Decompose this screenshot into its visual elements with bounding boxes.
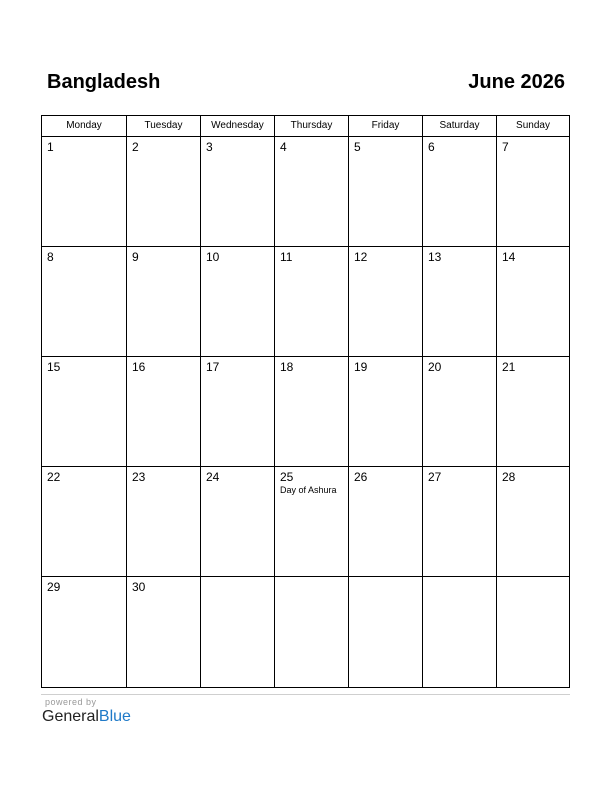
generalblue-logo[interactable] (42, 708, 131, 726)
week-row (42, 137, 569, 247)
empty-day-cell (349, 577, 423, 687)
weekday-header-friday: Friday (349, 116, 423, 136)
day-cell (42, 577, 127, 687)
day-number: 5 (354, 140, 361, 154)
day-cell (497, 247, 569, 356)
weekday-header-row (42, 116, 569, 137)
weekday-header-sunday: Sunday (516, 120, 550, 131)
day-cell (349, 137, 423, 246)
day-number: 2 (132, 140, 139, 154)
day-cell (42, 467, 127, 576)
day-number: 29 (47, 580, 61, 594)
day-cell (201, 357, 275, 466)
day-number: 20 (428, 360, 442, 374)
holiday-label: Day of Ashura (280, 485, 337, 495)
day-number: 4 (280, 140, 287, 154)
weekday-header-wednesday: Wednesday (201, 116, 275, 136)
day-number: 10 (206, 250, 220, 264)
day-number: 18 (280, 360, 294, 374)
weekday-header-monday: Monday (42, 116, 127, 136)
brand-blue-text: Blue (98, 708, 131, 725)
day-cell (275, 467, 349, 576)
day-cell (42, 357, 127, 466)
day-cell (423, 137, 497, 246)
day-cell (42, 247, 127, 356)
day-number: 6 (428, 140, 435, 154)
day-number: 13 (428, 250, 442, 264)
day-cell (127, 467, 201, 576)
day-number: 28 (502, 470, 516, 484)
day-number: 7 (502, 140, 509, 154)
day-number: 23 (132, 470, 146, 484)
day-number: 1 (47, 140, 54, 154)
country-title: Bangladesh (47, 71, 161, 93)
day-cell (42, 137, 127, 246)
day-cell (201, 467, 275, 576)
day-cell (423, 357, 497, 466)
day-cell (423, 467, 497, 576)
day-number: 17 (206, 360, 220, 374)
calendar-grid (41, 115, 570, 688)
day-cell (423, 247, 497, 356)
empty-day-cell (201, 577, 275, 687)
day-cell (497, 467, 569, 576)
week-row (42, 357, 569, 467)
month-title: June 2026 (468, 71, 565, 93)
day-cell (201, 247, 275, 356)
day-number: 27 (428, 470, 442, 484)
footer-divider (41, 694, 570, 695)
weekday-header-thursday: Thursday (275, 116, 349, 136)
day-cell (127, 137, 201, 246)
day-cell (497, 137, 569, 246)
day-number: 12 (354, 250, 368, 264)
day-number: 11 (280, 250, 293, 264)
empty-day-cell (275, 577, 349, 687)
day-number: 3 (206, 140, 213, 154)
day-cell (275, 137, 349, 246)
weekday-header-saturday: Saturday (423, 116, 497, 136)
day-cell (349, 467, 423, 576)
day-number: 22 (47, 470, 61, 484)
day-cell (127, 357, 201, 466)
empty-day-cell (423, 577, 497, 687)
day-number: 14 (502, 250, 516, 264)
week-row (42, 577, 569, 687)
day-number: 26 (354, 470, 368, 484)
brand-general-text: General (42, 708, 99, 725)
day-number: 25 (280, 470, 294, 484)
day-number: 24 (206, 470, 220, 484)
week-row (42, 247, 569, 357)
day-cell (497, 357, 569, 466)
day-cell (349, 357, 423, 466)
day-number: 8 (47, 250, 54, 264)
day-cell (349, 247, 423, 356)
powered-by-text: powered by (45, 697, 97, 707)
day-number: 15 (47, 360, 61, 374)
weekday-header-tuesday: Tuesday (127, 116, 201, 136)
day-cell (275, 247, 349, 356)
day-cell (127, 577, 201, 687)
day-number: 19 (354, 360, 368, 374)
day-number: 9 (132, 250, 139, 264)
day-number: 30 (132, 580, 146, 594)
day-cell (127, 247, 201, 356)
week-row (42, 467, 569, 577)
day-number: 16 (132, 360, 146, 374)
day-cell (275, 357, 349, 466)
day-cell (201, 137, 275, 246)
day-number: 21 (502, 360, 516, 374)
empty-day-cell (497, 577, 569, 687)
